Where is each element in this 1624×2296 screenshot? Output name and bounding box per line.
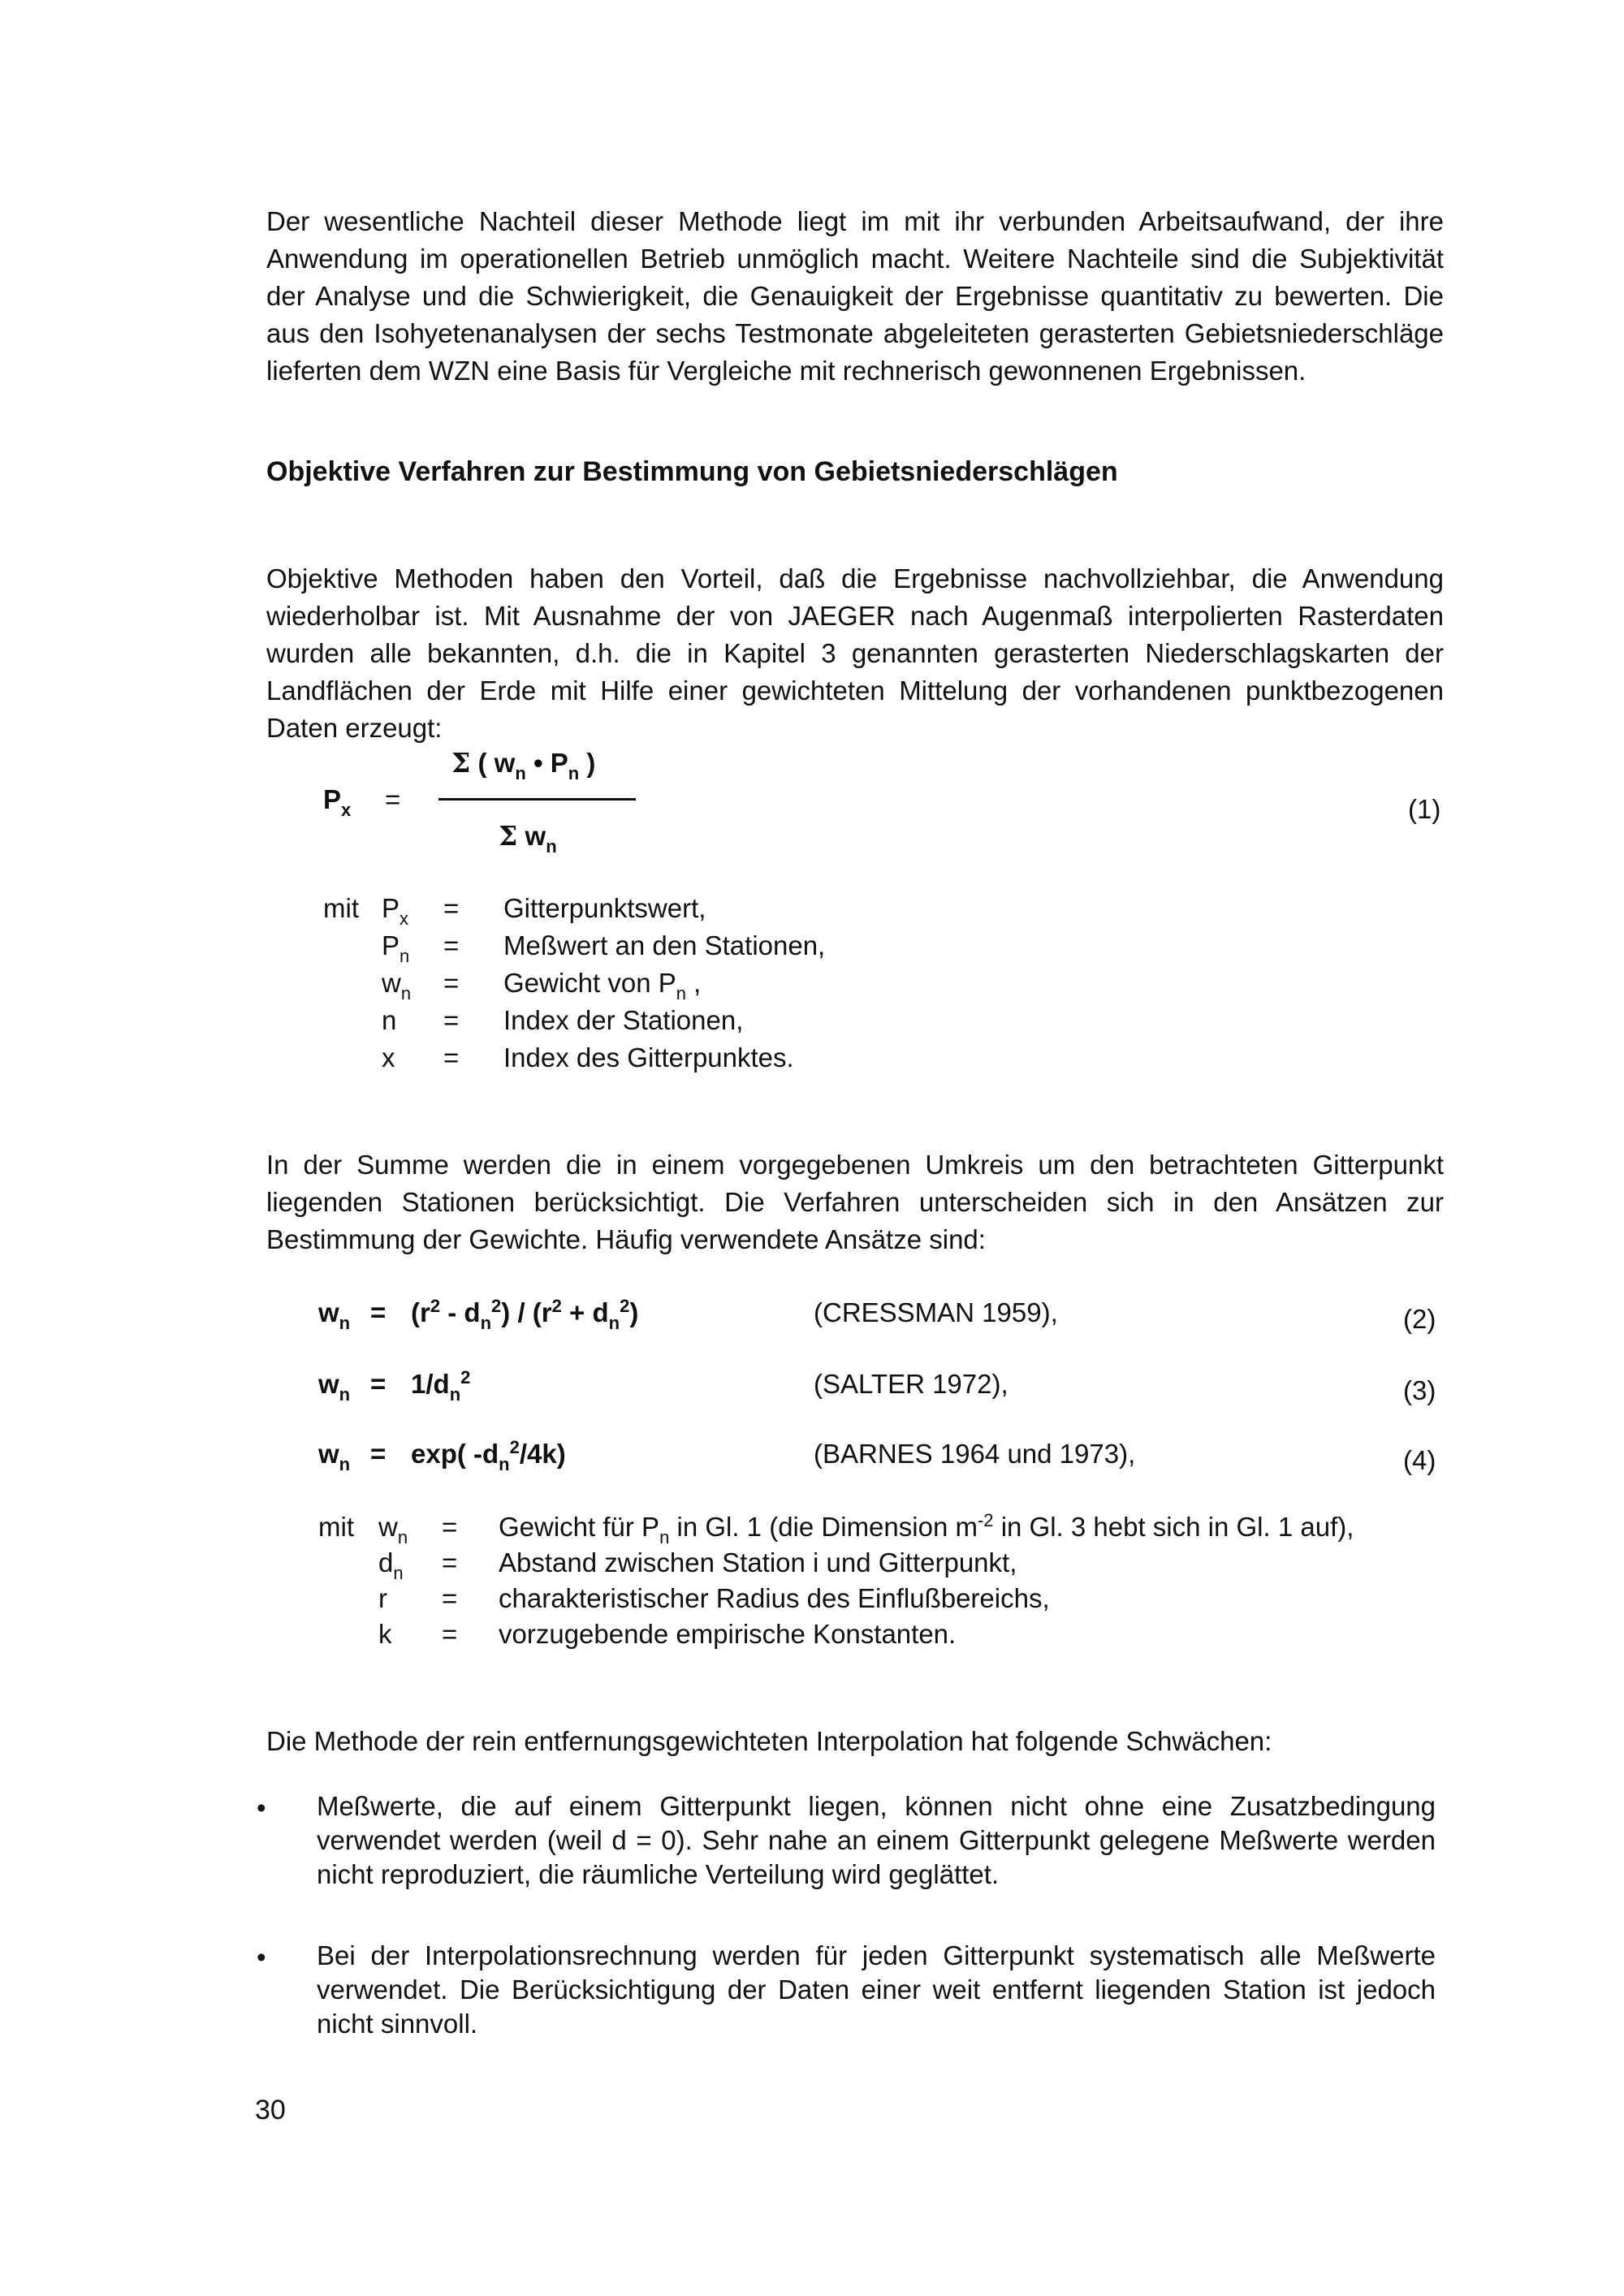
def-equals: = <box>443 1042 460 1072</box>
def-description: vorzugebende empirische Konstanten. <box>499 1619 957 1649</box>
def-symbol: k <box>378 1619 392 1649</box>
eq3-reference: (SALTER 1972), <box>814 1369 1009 1399</box>
def-equals: = <box>443 1005 460 1035</box>
def-symbol: $d_n$ <box>378 1547 404 1583</box>
eq1-fraction-line <box>438 798 636 801</box>
defs1-mit: mit <box>323 893 359 923</box>
def-description: charakteristischer Radius des Einflußbereichs, <box>499 1583 1050 1613</box>
eq4-lhs: $w_n$ <box>318 1439 351 1474</box>
bullet-marker: • <box>257 1793 266 1823</box>
eq4-rhs: exp( $-d_n^2/4k$) <box>411 1437 566 1474</box>
eq2-reference: (CRESSMAN 1959), <box>814 1297 1058 1327</box>
section-heading: Objektive Verfahren zur Bestimmung von Gebietsniederschlägen <box>266 456 1118 487</box>
def-description: Gewicht für $P_n$ in Gl. 1 (die Dimension $m^{-2}$ in Gl. 3 hebt sich in Gl. 1 auf), <box>499 1510 1354 1547</box>
eq4-reference: (BARNES 1964 und 1973), <box>814 1439 1136 1469</box>
def-symbol: r <box>378 1583 387 1613</box>
def-equals: = <box>443 893 460 923</box>
eq1-number: (1) <box>1408 794 1441 824</box>
eq4-number: (4) <box>1403 1445 1436 1475</box>
list-item: Meßwerte, die auf einem Gitterpunkt liegen, können nicht ohne eine Zusatzbedingung verwendet werden (weil d = 0). Sehr nahe an einem Gitterpunkt gelegene Meßwerte werden nicht reproduziert, die räumliche Verteilung wird geglättet. <box>317 1791 1436 1889</box>
paragraph-intro: Der wesentliche Nachteil dieser Methode liegt im mit ihr verbunden Arbeitsaufwand, der ihre Anwendung im operationellen Betrieb unmöglich macht. Weitere Nachteile sind die Subjektivität der Analyse und die Schwierigkeit, die Genauigkeit der Ergebnisse quantitativ zu bewerten. Die aus den Isohyetenanalysen der sechs Testmonate abgeleiteten gerasterten Gebietsniederschläge lieferten dem WZN eine Basis für Vergleiche mit rechnerisch gewonnenen Ergebnissen. <box>266 206 1444 386</box>
def-equals: = <box>443 930 460 960</box>
def-symbol: $P_n$ <box>382 930 410 966</box>
def-symbol: x <box>382 1042 395 1072</box>
def-symbol: $P_x$ <box>382 893 409 929</box>
eq3-equals: = <box>370 1369 387 1399</box>
def-description: Meßwert an den Stationen, <box>503 930 826 960</box>
defs2-mit: mit <box>318 1512 354 1542</box>
def-equals: = <box>443 968 460 998</box>
eq3-lhs: $w_n$ <box>318 1369 351 1405</box>
def-equals: = <box>442 1547 458 1577</box>
eq1-numerator: Σ ( $w_n$ • $P_n$ ) <box>451 747 596 783</box>
bullet-marker: • <box>257 1942 266 1972</box>
eq1-equals: = <box>385 784 401 814</box>
def-description: Gitterpunktswert, <box>503 893 706 923</box>
page-number: 30 <box>255 2095 286 2126</box>
def-description: Index der Stationen, <box>503 1005 744 1035</box>
paragraph-objective-methods: Objektive Methoden haben den Vorteil, daß die Ergebnisse nachvollziehbar, die Anwendung wiederholbar ist. Mit Ausnahme der von JAEGER nach Augenmaß interpolierten Rasterdaten wurden alle bekannten, d.h. die in Kapitel 3 genannten gerasterten Niederschlagskarten der Landflächen der Erde mit Hilfe einer gewichteten Mittelung der vorhandenen punktbezogenen Daten erzeugt: <box>266 563 1444 743</box>
def-symbol: $w_n$ <box>378 1512 408 1547</box>
def-description: Index des Gitterpunktes. <box>503 1042 794 1072</box>
eq1-lhs: $P_x$ <box>323 784 352 820</box>
eq3-rhs: $1/d_n^2$ <box>411 1367 471 1405</box>
def-equals: = <box>442 1512 458 1542</box>
eq2-rhs: $(r^2 - d_n^2) / (r^2 + d_n^2)$ <box>411 1296 639 1333</box>
def-description: Abstand zwischen Station i und Gitterpunkt, <box>499 1547 1017 1577</box>
list-item: Bei der Interpolationsrechnung werden für jeden Gitterpunkt systematisch alle Meßwerte verwendet. Die Berücksichtigung der Daten einer weit entfernt liegenden Station ist jedoch nicht sinnvoll. <box>317 1940 1436 2039</box>
def-symbol: n <box>382 1005 397 1035</box>
paragraph-weaknesses: Die Methode der rein entfernungsgewichteten Interpolation hat folgende Schwächen: <box>266 1726 1272 1756</box>
eq4-equals: = <box>370 1439 387 1469</box>
eq3-number: (3) <box>1403 1375 1436 1405</box>
def-symbol: $w_n$ <box>382 968 412 1003</box>
eq2-lhs: $w_n$ <box>318 1297 351 1333</box>
eq2-number: (2) <box>1403 1304 1436 1334</box>
def-equals: = <box>442 1583 458 1613</box>
eq1-denominator: Σ $w_n$ <box>499 820 557 857</box>
def-description: Gewicht von $P_n$ , <box>503 968 702 1003</box>
def-equals: = <box>442 1619 458 1649</box>
paragraph-weights: In der Summe werden die in einem vorgegebenen Umkreis um den betrachteten Gitterpunkt liegenden Stationen berücksichtigt. Die Verfahren unterscheiden sich in den Ansätzen zur Bestimmung der Gewichte. Häufig verwendete Ansätze sind: <box>266 1150 1444 1254</box>
eq2-equals: = <box>370 1297 387 1327</box>
